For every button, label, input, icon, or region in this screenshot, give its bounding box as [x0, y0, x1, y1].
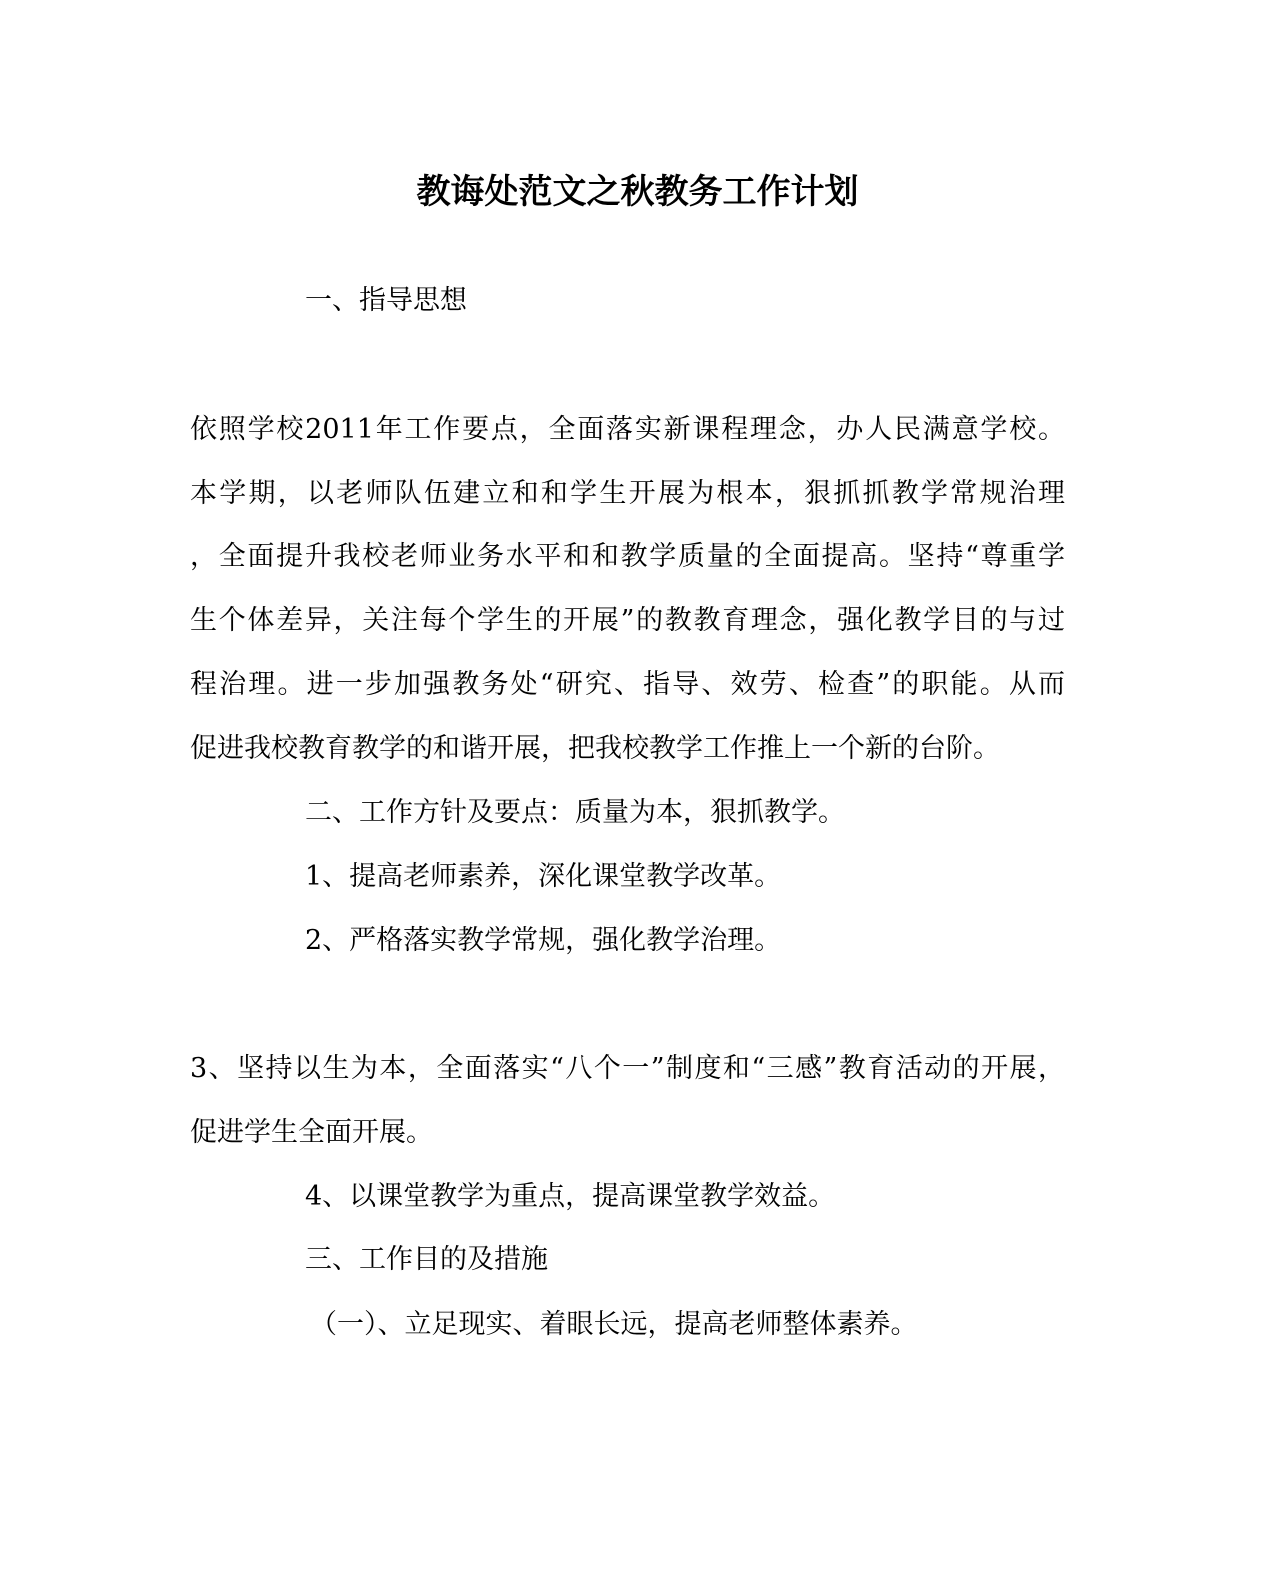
- list-item: 4、以课堂教学为重点，提高课堂教学效益。: [305, 1181, 836, 1212]
- paragraph-line: 促进学生全面开展。: [190, 1117, 433, 1148]
- paragraph-line: 本学期，以老师队伍建立和和学生开展为根本，狠抓抓教学常规治理: [190, 478, 1065, 509]
- paragraph-line: 促进我校教育教学的和谐开展，把我校教学工作推上一个新的台阶。: [190, 733, 1000, 764]
- heading-work-policy: 二、工作方针及要点：质量为本，狠抓教学。: [305, 797, 845, 828]
- paragraph-line: 程治理。进一步加强教务处“研究、指导、效劳、检查”的职能。从而: [190, 669, 1065, 700]
- paragraph-line: 生个体差异，关注每个学生的开展”的教教育理念，强化教学目的与过: [190, 605, 1065, 636]
- paragraph-line: 依照学校2011年工作要点，全面落实新课程理念，办人民满意学校。: [190, 414, 1065, 445]
- list-item: 1、提高老师素养，深化课堂教学改革。: [305, 861, 782, 892]
- heading-guiding-thought: 一、指导思想: [305, 285, 467, 316]
- list-item: 2、严格落实教学常规，强化教学治理。: [305, 925, 782, 956]
- paragraph-line: ，全面提升我校老师业务水平和和教学质量的全面提高。坚持“尊重学: [190, 541, 1065, 572]
- subheading: （一）、立足现实、着眼长远，提高老师整体素养。: [310, 1309, 918, 1340]
- document-title: 教诲处范文之秋教务工作计划: [416, 172, 859, 212]
- list-item: 3、坚持以生为本，全面落实“八个一”制度和“三感”教育活动的开展，: [190, 1053, 1065, 1084]
- heading-goals-measures: 三、工作目的及措施: [305, 1244, 548, 1275]
